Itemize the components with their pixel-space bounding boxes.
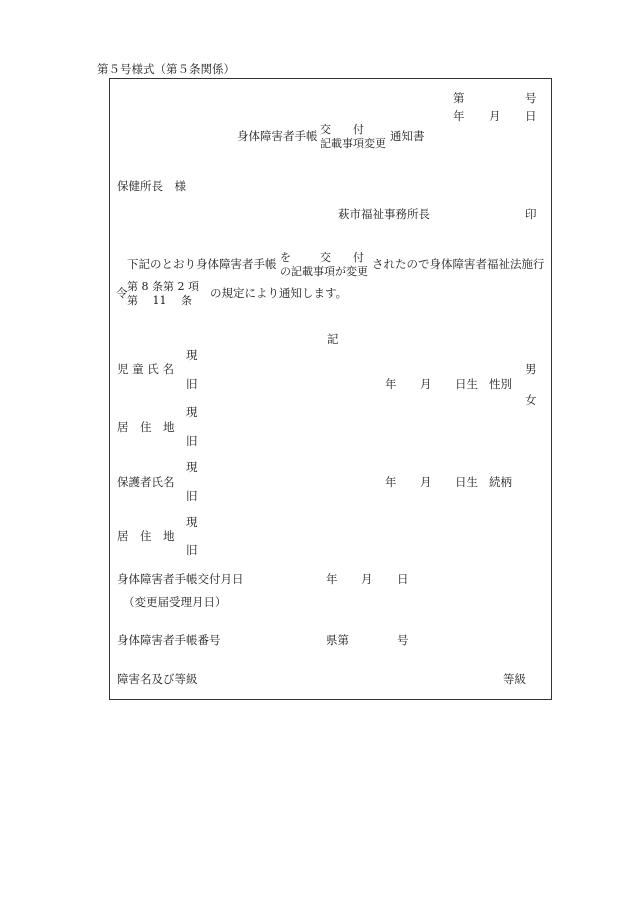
body-wo: を xyxy=(280,251,291,264)
child-current: 現 xyxy=(186,348,198,362)
body-rei: 令 xyxy=(116,286,128,300)
gender-label: 性別 xyxy=(489,377,512,391)
body-start: 下記のとおり身体障害者手帳 xyxy=(127,257,277,271)
child-birth-year: 年 xyxy=(385,377,397,391)
guardian-former: 旧 xyxy=(186,489,198,503)
body-closing: の規定により通知します。 xyxy=(210,286,348,300)
booklet-number-suffix: 号 xyxy=(397,633,409,647)
change-receipt-label: （変更届受理月日） xyxy=(123,595,227,609)
date-year: 年 xyxy=(453,109,465,123)
issue-date-year: 年 xyxy=(326,572,338,586)
child-birth-month: 月 xyxy=(420,377,432,391)
guardian-current: 現 xyxy=(186,460,198,474)
title-upper: 交 付 xyxy=(320,123,364,136)
body-lower: の記載事項が変更 xyxy=(280,265,368,278)
title-prefix: 身体障害者手帳 xyxy=(237,129,318,143)
ki-heading: 記 xyxy=(327,332,339,346)
guardian-birth-day: 日生 xyxy=(455,475,478,489)
booklet-number-prefix: 県第 xyxy=(326,633,349,647)
body-end: されたので身体障害者福祉法施行 xyxy=(372,257,545,271)
doc-number-dai: 第 xyxy=(453,91,465,105)
guardian-birth-month: 月 xyxy=(420,475,432,489)
issue-date-label: 身体障害者手帳交付月日 xyxy=(117,572,244,586)
gender-male: 男 xyxy=(525,362,537,376)
child-name-label: 児 童 氏 名 xyxy=(117,362,174,376)
date-day: 日 xyxy=(525,109,537,123)
guardian-birth-year: 年 xyxy=(385,475,397,489)
guardian-address-current: 現 xyxy=(186,515,198,529)
title-suffix: 通知書 xyxy=(390,129,425,143)
guardian-name-label: 保護者氏名 xyxy=(117,475,175,489)
addressee: 保健所長 様 xyxy=(117,179,186,193)
child-address-label: 居 住 地 xyxy=(117,420,175,434)
child-address-current: 現 xyxy=(186,405,198,419)
disability-label: 障害名及び等級 xyxy=(117,672,198,686)
child-birth-day: 日生 xyxy=(455,377,478,391)
body-article-lower: 第 11 条 xyxy=(127,294,192,307)
seal-mark: 印 xyxy=(525,207,537,221)
issue-date-month: 月 xyxy=(361,572,373,586)
body-upper: 交 付 xyxy=(320,251,364,264)
guardian-relation: 続柄 xyxy=(489,475,512,489)
gender-female: 女 xyxy=(525,393,537,407)
child-former: 旧 xyxy=(186,377,198,391)
guardian-address-former: 旧 xyxy=(186,543,198,557)
body-article-upper: 第 8 条第 2 項 xyxy=(127,280,199,293)
child-address-former: 旧 xyxy=(186,434,198,448)
title-lower: 記載事項変更 xyxy=(320,137,386,150)
issue-date-day: 日 xyxy=(397,572,409,586)
doc-number-go: 号 xyxy=(525,91,537,105)
booklet-number-label: 身体障害者手帳番号 xyxy=(117,633,221,647)
disability-grade: 等級 xyxy=(503,672,526,686)
date-month: 月 xyxy=(489,109,501,123)
guardian-address-label: 居 住 地 xyxy=(117,529,175,543)
form-number-label: 第５号様式（第５条関係） xyxy=(97,62,235,76)
sender-name: 萩市福祉事務所長 xyxy=(338,207,430,221)
